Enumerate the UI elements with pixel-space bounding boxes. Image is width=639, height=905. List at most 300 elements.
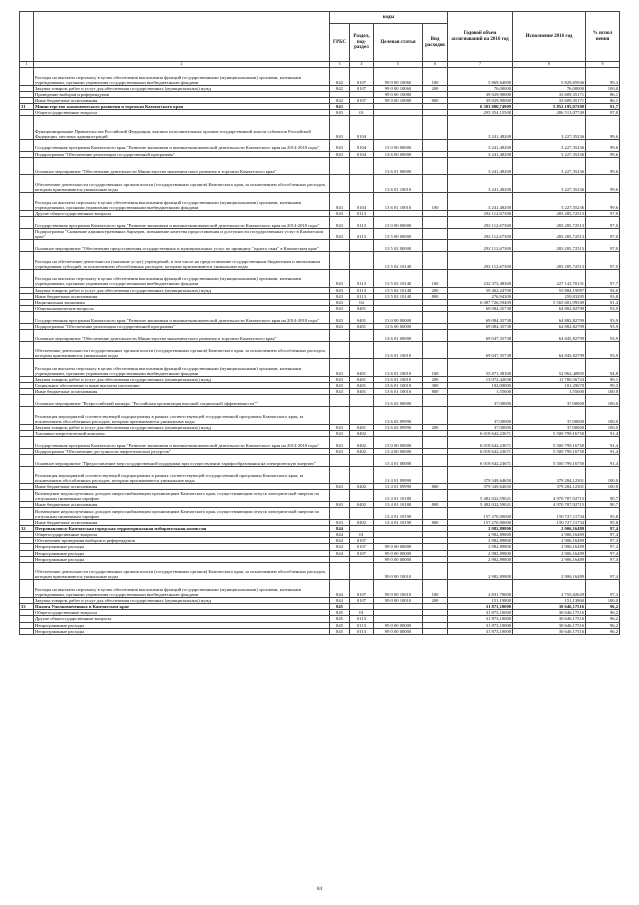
row-grbs: 843 [330, 299, 350, 305]
row-planned: 6 383 080,74909 [448, 103, 513, 109]
row-number [20, 628, 34, 634]
row-name: Топливно-энергетический комплекс [34, 430, 330, 436]
row-percent: 93,8 [586, 293, 620, 299]
row-target: 13 6 01 00000 [374, 157, 423, 175]
row-target: 13 6 01 10010 [374, 359, 423, 377]
row-grbs: 844 [330, 538, 350, 544]
row-executed: 3 227,35236 [513, 175, 586, 193]
row-executed: 76,00000 [513, 85, 586, 91]
row-target: 13 4 01 10180 [374, 502, 423, 508]
header-col-number: 4 [350, 62, 374, 68]
row-grbs: 844 [330, 526, 350, 532]
row-target: 13 5 02 00000 [374, 240, 423, 252]
row-planned: 5 482 022,59021 [448, 490, 513, 502]
row-number [20, 341, 34, 359]
table-row [20, 311, 620, 323]
row-section [350, 157, 374, 175]
row-section: 0113 [350, 216, 374, 228]
row-number [20, 216, 34, 228]
row-planned: 6 018 642,23671 [448, 454, 513, 466]
row-planned: 3 241,48200 [448, 139, 513, 151]
header-blank-cell [20, 12, 34, 62]
row-name: Обеспечение деятельности государственных органов власти (государственных органов) Камчатского края, за исключением обособленных расходов, которым присваиваются уникальные коды [34, 175, 330, 193]
row-grbs [330, 508, 350, 520]
row-executed: 283 285,72513 [513, 252, 586, 270]
row-section: 0113 [350, 287, 374, 293]
row-name: Расходы на выплаты персоналу в целях обеспечения выполнения функций государственными (муниципальными) органами, казенными учреждениями, органами управления государственными внебюджетными фондами [34, 68, 330, 86]
row-grbs [330, 407, 350, 425]
row-grbs: 843 [330, 228, 350, 240]
row-section: 0402 [350, 436, 374, 448]
table-header [20, 12, 620, 68]
row-target: 99 0 00 10060 [374, 68, 423, 86]
row-grbs [330, 466, 350, 484]
row-name: Общеэкономические вопросы [34, 305, 330, 311]
row-planned: 292 112,67300 [448, 240, 513, 252]
row-name: Иные бюджетные ассигнования [34, 502, 330, 508]
row-percent: 100,0 [586, 395, 620, 407]
header-col-number: 8 [513, 62, 586, 68]
row-section: 0402 [350, 430, 374, 436]
row-target: 99 0 00 00000 [374, 622, 423, 628]
row-target: 13 6 02 09990 [374, 424, 423, 430]
row-percent: 99,3 [586, 383, 620, 389]
row-name: Основное мероприятие "Всероссийский конкурс "Российская организация высокой социальной эффективности"" [34, 395, 330, 407]
row-grbs: 845 [330, 622, 350, 628]
row-expense: 200 [423, 85, 448, 91]
table-row [20, 240, 620, 252]
row-grbs: 843 [330, 436, 350, 448]
row-name: Закупка товаров, работ и услуг для обеспечения государственных (муниципальных) нужд [34, 424, 330, 430]
header-col-number: 6 [423, 62, 448, 68]
row-target: 99 0 00 00000 [374, 556, 423, 562]
row-grbs [330, 240, 350, 252]
row-planned: 37,00000 [448, 424, 513, 430]
row-expense [423, 175, 448, 193]
row-name: Основное мероприятие "Предоставление мер государственной поддержки при осуществлении тарифообразования на электрическую энергию" [34, 454, 330, 466]
row-percent: 97,4 [586, 556, 620, 562]
row-target: 99 0 00 10010 [374, 562, 423, 580]
header-target: Целевая статья [374, 24, 423, 62]
row-grbs [330, 329, 350, 341]
row-grbs: 843 [330, 430, 350, 436]
row-number: 31 [20, 103, 34, 109]
row-percent: 94,0 [586, 287, 620, 293]
row-executed: 150 727,11734 [513, 520, 586, 526]
row-name: Основное мероприятие "Обеспечение деятельности Министерства экономического развития и торговли Камчатского края" [34, 157, 330, 175]
row-expense [423, 436, 448, 448]
row-percent: 97,0 [586, 216, 620, 228]
row-percent: 93,9 [586, 323, 620, 329]
row-planned: 2 982,89800 [448, 544, 513, 550]
row-executed: 4 970 787,92715 [513, 490, 586, 502]
row-grbs: 843 [330, 216, 350, 228]
row-planned: 37,00000 [448, 407, 513, 425]
row-planned: 31 873,10000 [448, 622, 513, 628]
row-grbs: 843 [330, 193, 350, 211]
row-grbs: 845 [330, 604, 350, 610]
row-name: Непрограммные расходы [34, 544, 330, 550]
table-row [20, 252, 620, 270]
row-percent: 97,4 [586, 550, 620, 556]
row-target: 13 4 01 10190 [374, 508, 423, 520]
row-expense: 800 [423, 484, 448, 490]
row-percent: 99,6 [586, 157, 620, 175]
row-planned: 2 982,89800 [448, 562, 513, 580]
row-executed: 64 882,82799 [513, 305, 586, 311]
row-planned: 3 241,48200 [448, 175, 513, 193]
row-grbs: 843 [330, 484, 350, 490]
row-name: Подпрограмма "Обеспечение доступности энергетических ресурсов" [34, 448, 330, 454]
table-row [20, 68, 620, 86]
header-executed: Исполнение 2016 год [513, 12, 586, 62]
header-expense: Вид расходов [423, 24, 448, 62]
row-percent: 96,2 [586, 604, 620, 610]
row-section: 0402 [350, 520, 374, 526]
row-grbs [330, 454, 350, 466]
row-expense [423, 216, 448, 228]
row-grbs [330, 395, 350, 407]
header-col-number: 5 [374, 62, 423, 68]
row-target: 13 5 02 10140 [374, 252, 423, 270]
row-name: Иные бюджетные ассигнования [34, 520, 330, 526]
table-row [20, 216, 620, 228]
row-grbs: 842 [330, 68, 350, 86]
table-row [20, 116, 620, 140]
row-target: 13 4 01 00000 [374, 454, 423, 466]
row-percent: 97,0 [586, 110, 620, 116]
row-name: Расходы на выплаты персоналу в целях обеспечения выполнения функций государственными (муниципальными) органами, казенными учреждениями, органами управления государственными внебюджетными фондами [34, 359, 330, 377]
row-name: Государственная программа Камчатского края "Развитие экономики и внешнеэкономической деятельности Камчатского края на 2014-2018 годы" [34, 139, 330, 151]
row-executed: 2 906,16489 [513, 538, 586, 544]
row-number [20, 490, 34, 502]
row-name: Общегосударственные вопросы [34, 610, 330, 616]
table-row [20, 228, 620, 240]
row-percent: 100,0 [586, 407, 620, 425]
row-executed: 3 227,35236 [513, 151, 586, 157]
row-planned: 2 982,89800 [448, 538, 513, 544]
row-section: 04 [350, 299, 374, 305]
row-executed: 2 906,16489 [513, 544, 586, 550]
row-target: 99 0 00 10080 [374, 97, 423, 103]
table-row [20, 139, 620, 151]
row-target: 13 4 00 00000 [374, 448, 423, 454]
row-percent: 100,0 [586, 466, 620, 484]
row-name: Государственная программа Камчатского края "Развитие экономики и внешнеэкономической деятельности Камчатского края на 2014-2018 годы" [34, 436, 330, 448]
row-target: 13 6 01 10010 [374, 341, 423, 359]
row-executed: 30 646,17516 [513, 610, 586, 616]
row-expense [423, 329, 448, 341]
row-target: 13 6 02 09990 [374, 407, 423, 425]
row-executed: 3 227,35236 [513, 193, 586, 211]
header-col-number: 2 [34, 62, 330, 68]
table-row [20, 157, 620, 175]
row-number: 32 [20, 526, 34, 532]
row-section: 0107 [350, 97, 374, 103]
row-section: 0402 [350, 448, 374, 454]
row-executed: 283 285,72513 [513, 216, 586, 228]
row-name: Основное мероприятие "Обеспечение предоставления государственных и муниципальных услуг по принципу "одного окна" в Камчатском крае" [34, 240, 330, 252]
row-section: 0401 [350, 359, 374, 377]
row-executed: 33 609,35171 [513, 91, 586, 97]
row-name: Иные бюджетные ассигнования [34, 389, 330, 395]
header-name [34, 12, 330, 62]
table-row [20, 580, 620, 598]
row-executed: 64 882,82799 [513, 311, 586, 323]
table-row [20, 454, 620, 466]
row-section: 0401 [350, 383, 374, 389]
row-number [20, 175, 34, 193]
row-percent: 99,6 [586, 116, 620, 140]
budget-table [19, 11, 620, 635]
row-target: 13 4 01 09990 [374, 466, 423, 484]
row-executed: 37,00000 [513, 407, 586, 425]
table-row [20, 628, 620, 634]
row-section [350, 508, 374, 520]
row-expense [423, 139, 448, 151]
row-target: 99 0 00 00000 [374, 550, 423, 556]
row-name: Закупка товаров, работ и услуг для обеспечения государственных (муниципальных) нужд [34, 287, 330, 293]
row-target: 13 6 00 00000 [374, 151, 423, 157]
row-number [20, 454, 34, 466]
row-grbs: 843 [330, 502, 350, 508]
row-name: Закупка товаров, работ и услуг для обеспечения государственных (муниципальных) нужд [34, 377, 330, 383]
row-executed: 30 646,17516 [513, 628, 586, 634]
row-executed: 3 227,35236 [513, 157, 586, 175]
row-section: 0113 [350, 269, 374, 287]
row-percent: 97,4 [586, 526, 620, 532]
row-executed: 379 284,12301 [513, 466, 586, 484]
row-expense [423, 562, 448, 580]
header-grbs: ГРБС [330, 24, 350, 62]
row-name: Реализация мероприятий соответствующей подпрограммы в рамках соответствующей государственной программы Камчатского края, за исключением обособленных расходов, которым присваиваются уникальные коды [34, 466, 330, 484]
row-planned: 3 241,48200 [448, 193, 513, 211]
row-planned: 295 354,15500 [448, 110, 513, 116]
row-percent: 96,2 [586, 622, 620, 628]
row-number [20, 436, 34, 448]
row-target: 13 4 01 10180 [374, 490, 423, 502]
row-name: Другие общегосударственные вопросы [34, 210, 330, 216]
row-planned: 2 982,89800 [448, 556, 513, 562]
row-expense [423, 490, 448, 502]
row-percent: 100,0 [586, 598, 620, 604]
row-grbs: 844 [330, 598, 350, 604]
row-section [350, 341, 374, 359]
row-expense: 300 [423, 383, 448, 389]
row-number [20, 240, 34, 252]
row-expense: 800 [423, 502, 448, 508]
row-percent: 97,4 [586, 562, 620, 580]
row-number [20, 329, 34, 341]
row-planned: 2 982,89800 [448, 550, 513, 556]
row-name: Основное мероприятие "Обеспечение деятельности Министерства экономического развития и торговли Камчатского края" [34, 329, 330, 341]
header-codes: коды [330, 12, 448, 24]
row-target: 13 0 00 00000 [374, 436, 423, 448]
row-planned: 6 018 642,23671 [448, 430, 513, 436]
row-section: 0107 [350, 538, 374, 544]
row-grbs: 843 [330, 424, 350, 430]
row-grbs: 843 [330, 103, 350, 109]
row-grbs: 843 [330, 323, 350, 329]
row-executed: 2 906,16489 [513, 550, 586, 556]
row-grbs: 843 [330, 287, 350, 293]
row-percent: 97,7 [586, 269, 620, 287]
row-section: 0401 [350, 424, 374, 430]
row-planned: 2 982,89800 [448, 532, 513, 538]
row-name: Непрограммные расходы [34, 550, 330, 556]
row-expense [423, 116, 448, 140]
row-planned: 69 047,35738 [448, 341, 513, 359]
table-row [20, 562, 620, 580]
row-number [20, 359, 34, 377]
row-number [20, 116, 34, 140]
row-executed: 5 852 195,07298 [513, 103, 586, 109]
row-planned: 151,19800 [448, 598, 513, 604]
row-executed: 227 141,70131 [513, 269, 586, 287]
row-percent: 86,1 [586, 91, 620, 97]
row-executed: 4 970 787,92715 [513, 502, 586, 508]
row-target: 99 0 00 00000 [374, 628, 423, 634]
row-grbs: 843 [330, 110, 350, 116]
row-target [374, 116, 423, 140]
row-grbs: 843 [330, 377, 350, 383]
row-section: 0401 [350, 377, 374, 383]
header-planned: Годовой объем ассигнований на 2016 год [448, 12, 513, 62]
row-target: 99 0 00 10080 [374, 91, 423, 97]
row-executed: 5 500 799,16750 [513, 454, 586, 466]
row-target: 13 6 00 00000 [374, 323, 423, 329]
row-name: Национальная экономика [34, 299, 330, 305]
row-number [20, 193, 34, 211]
row-planned: 39 029,90000 [448, 91, 513, 97]
row-percent: 91,4 [586, 454, 620, 466]
row-percent: 93,9 [586, 305, 620, 311]
row-name: Реализация мероприятий соответствующей подпрограммы в рамках соответствующей государственной программы Камчатского края, за исключением обособленных расходов, которым присваиваются уникальные коды [34, 407, 330, 425]
row-expense: 800 [423, 293, 448, 299]
row-planned: 3 241,48200 [448, 116, 513, 140]
row-executed: 3 227,35236 [513, 116, 586, 140]
row-planned: 31 873,10000 [448, 616, 513, 622]
row-percent: 97,3 [586, 580, 620, 598]
row-executed: 5 565 681,99549 [513, 299, 586, 305]
row-percent: 99,6 [586, 151, 620, 157]
row-planned: 31 873,10000 [448, 610, 513, 616]
row-grbs [330, 252, 350, 270]
row-target: 13 4 01 09990 [374, 484, 423, 490]
row-planned: 59 462,24700 [448, 287, 513, 293]
row-section: 0107 [350, 550, 374, 556]
row-name: Подпрограмма "Обеспечение реализации государственной программы" [34, 323, 330, 329]
row-target: 13 5 02 10140 [374, 269, 423, 287]
row-number [20, 157, 34, 175]
row-expense [423, 311, 448, 323]
row-name: Подпрограмма "Обеспечение реализации государственной программы" [34, 151, 330, 157]
row-planned: 55 871,38100 [448, 359, 513, 377]
row-section: 01 [350, 610, 374, 616]
row-name: Министерство экономического развития и торговли Камчатского края [34, 103, 330, 109]
row-section [350, 329, 374, 341]
table-row [20, 175, 620, 193]
row-section: 0401 [350, 389, 374, 395]
row-executed: 64 845,82799 [513, 329, 586, 341]
row-planned: 379 349,64650 [448, 484, 513, 490]
row-executed: 30 646,17516 [513, 622, 586, 628]
row-percent: 91,7 [586, 103, 620, 109]
row-planned: 5 482 022,59021 [448, 502, 513, 508]
row-executed: 5 500 799,16750 [513, 430, 586, 436]
row-grbs [330, 562, 350, 580]
row-executed: 379 284,12301 [513, 484, 586, 490]
row-expense [423, 157, 448, 175]
row-planned: 69 084,35738 [448, 323, 513, 329]
row-section: 0401 [350, 323, 374, 329]
header-col-number: 3 [330, 62, 350, 68]
row-name: Иные бюджетные ассигнования [34, 97, 330, 103]
row-grbs: 843 [330, 293, 350, 299]
header-col-number: 1 [20, 62, 34, 68]
row-planned: 292 112,67300 [448, 252, 513, 270]
row-executed: 1,55600 [513, 389, 586, 395]
row-grbs: 844 [330, 544, 350, 550]
row-executed: 2 906,16489 [513, 562, 586, 580]
row-percent: 100,0 [586, 389, 620, 395]
row-section: 0104 [350, 151, 374, 157]
row-name: Иные бюджетные ассигнования [34, 293, 330, 299]
row-planned: 2 982,89800 [448, 526, 513, 532]
row-percent: 91,4 [586, 448, 620, 454]
table-row [20, 341, 620, 359]
row-grbs: 844 [330, 550, 350, 556]
row-executed: 30 646,17516 [513, 604, 586, 610]
row-target: 13 6 01 00000 [374, 329, 423, 341]
row-percent: 97,4 [586, 544, 620, 550]
row-expense: 100 [423, 269, 448, 287]
row-executed: 2 906,16489 [513, 526, 586, 532]
row-expense: 200 [423, 377, 448, 383]
row-executed: 33 609,35171 [513, 97, 586, 103]
row-planned: 292 112,67300 [448, 216, 513, 228]
row-target: 13 0 00 00000 [374, 216, 423, 228]
row-executed: 55 884,19087 [513, 287, 586, 293]
row-planned: 292 112,67300 [448, 210, 513, 216]
row-executed: 37,00000 [513, 424, 586, 430]
row-expense [423, 454, 448, 466]
row-target: 13 6 01 10010 [374, 377, 423, 383]
row-planned: 102,00000 [448, 383, 513, 389]
row-grbs [330, 175, 350, 193]
row-section [350, 407, 374, 425]
row-executed: 11 780,56724 [513, 377, 586, 383]
row-executed: 2 755,02629 [513, 580, 586, 598]
row-expense [423, 628, 448, 634]
table-body [20, 68, 620, 635]
row-grbs: 842 [330, 97, 350, 103]
row-number [20, 68, 34, 86]
header-col-number: 7 [448, 62, 513, 68]
row-planned: 13 072,42038 [448, 377, 513, 383]
table-row [20, 436, 620, 448]
row-planned: 1,55600 [448, 389, 513, 395]
row-expense [423, 466, 448, 484]
row-percent: 90,1 [586, 377, 620, 383]
row-section: 0401 [350, 305, 374, 311]
row-section: 0107 [350, 85, 374, 91]
row-section: 0402 [350, 502, 374, 508]
row-executed: 2 906,16489 [513, 532, 586, 538]
row-section: 01 [350, 110, 374, 116]
row-executed: 151,13860 [513, 598, 586, 604]
row-expense: 200 [423, 598, 448, 604]
